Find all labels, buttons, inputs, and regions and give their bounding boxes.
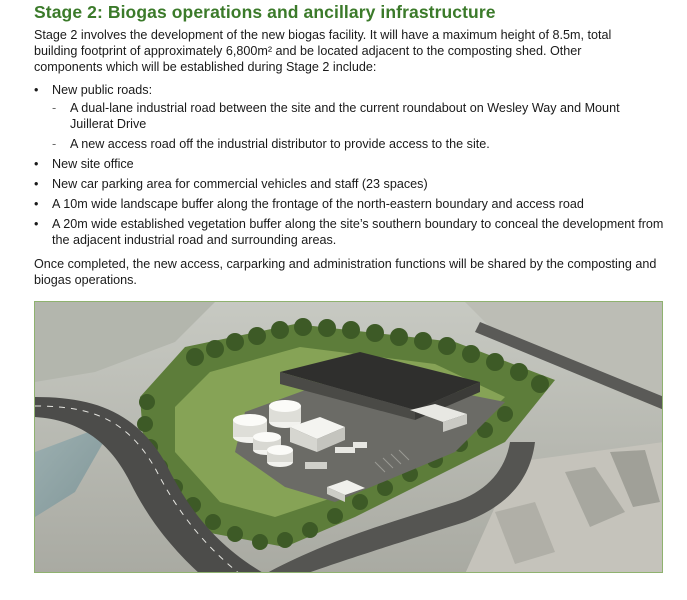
intro-paragraph: Stage 2 involves the development of the new biogas facility. It will have a maximum height of 8.5m, total building footprint of approximately 6,800m² and be located adjacent to the composting shed. Other components which will be established during Stage 2 include: [34, 28, 612, 74]
aerial-render-illustration [35, 302, 663, 573]
list-item-site-office: • New site office [34, 156, 664, 172]
sub-item-industrial-road: - A dual-lane industrial road between the site and the current roundabout on Wesley Way and Mount Juillerat Drive [52, 100, 664, 132]
list-item-public-roads [34, 82, 664, 152]
public-roads-sublist [52, 100, 664, 152]
component-list [34, 82, 664, 252]
list-item-car-parking: • New car parking area for commercial vehicles and staff (23 spaces) [34, 176, 664, 192]
closing-paragraph: Once completed, the new access, carparking and administration functions will be shared by the composting and biogas operations. [34, 257, 657, 287]
site-render-image [34, 301, 663, 573]
list-item-landscape-buffer: • A 10m wide landscape buffer along the frontage of the north-eastern boundary and access road [34, 196, 664, 212]
public-roads-label: New public roads: [52, 83, 153, 97]
section-heading: Stage 2: Biogas operations and ancillary infrastructure [34, 2, 496, 22]
sub-item-access-road: - A new access road off the industrial distributor to provide access to the site. [52, 136, 664, 152]
list-item-vegetation-buffer: • A 20m wide established vegetation buffer along the site’s southern boundary to conceal the development from the adjacent industrial road and surrounding areas. [34, 216, 664, 248]
